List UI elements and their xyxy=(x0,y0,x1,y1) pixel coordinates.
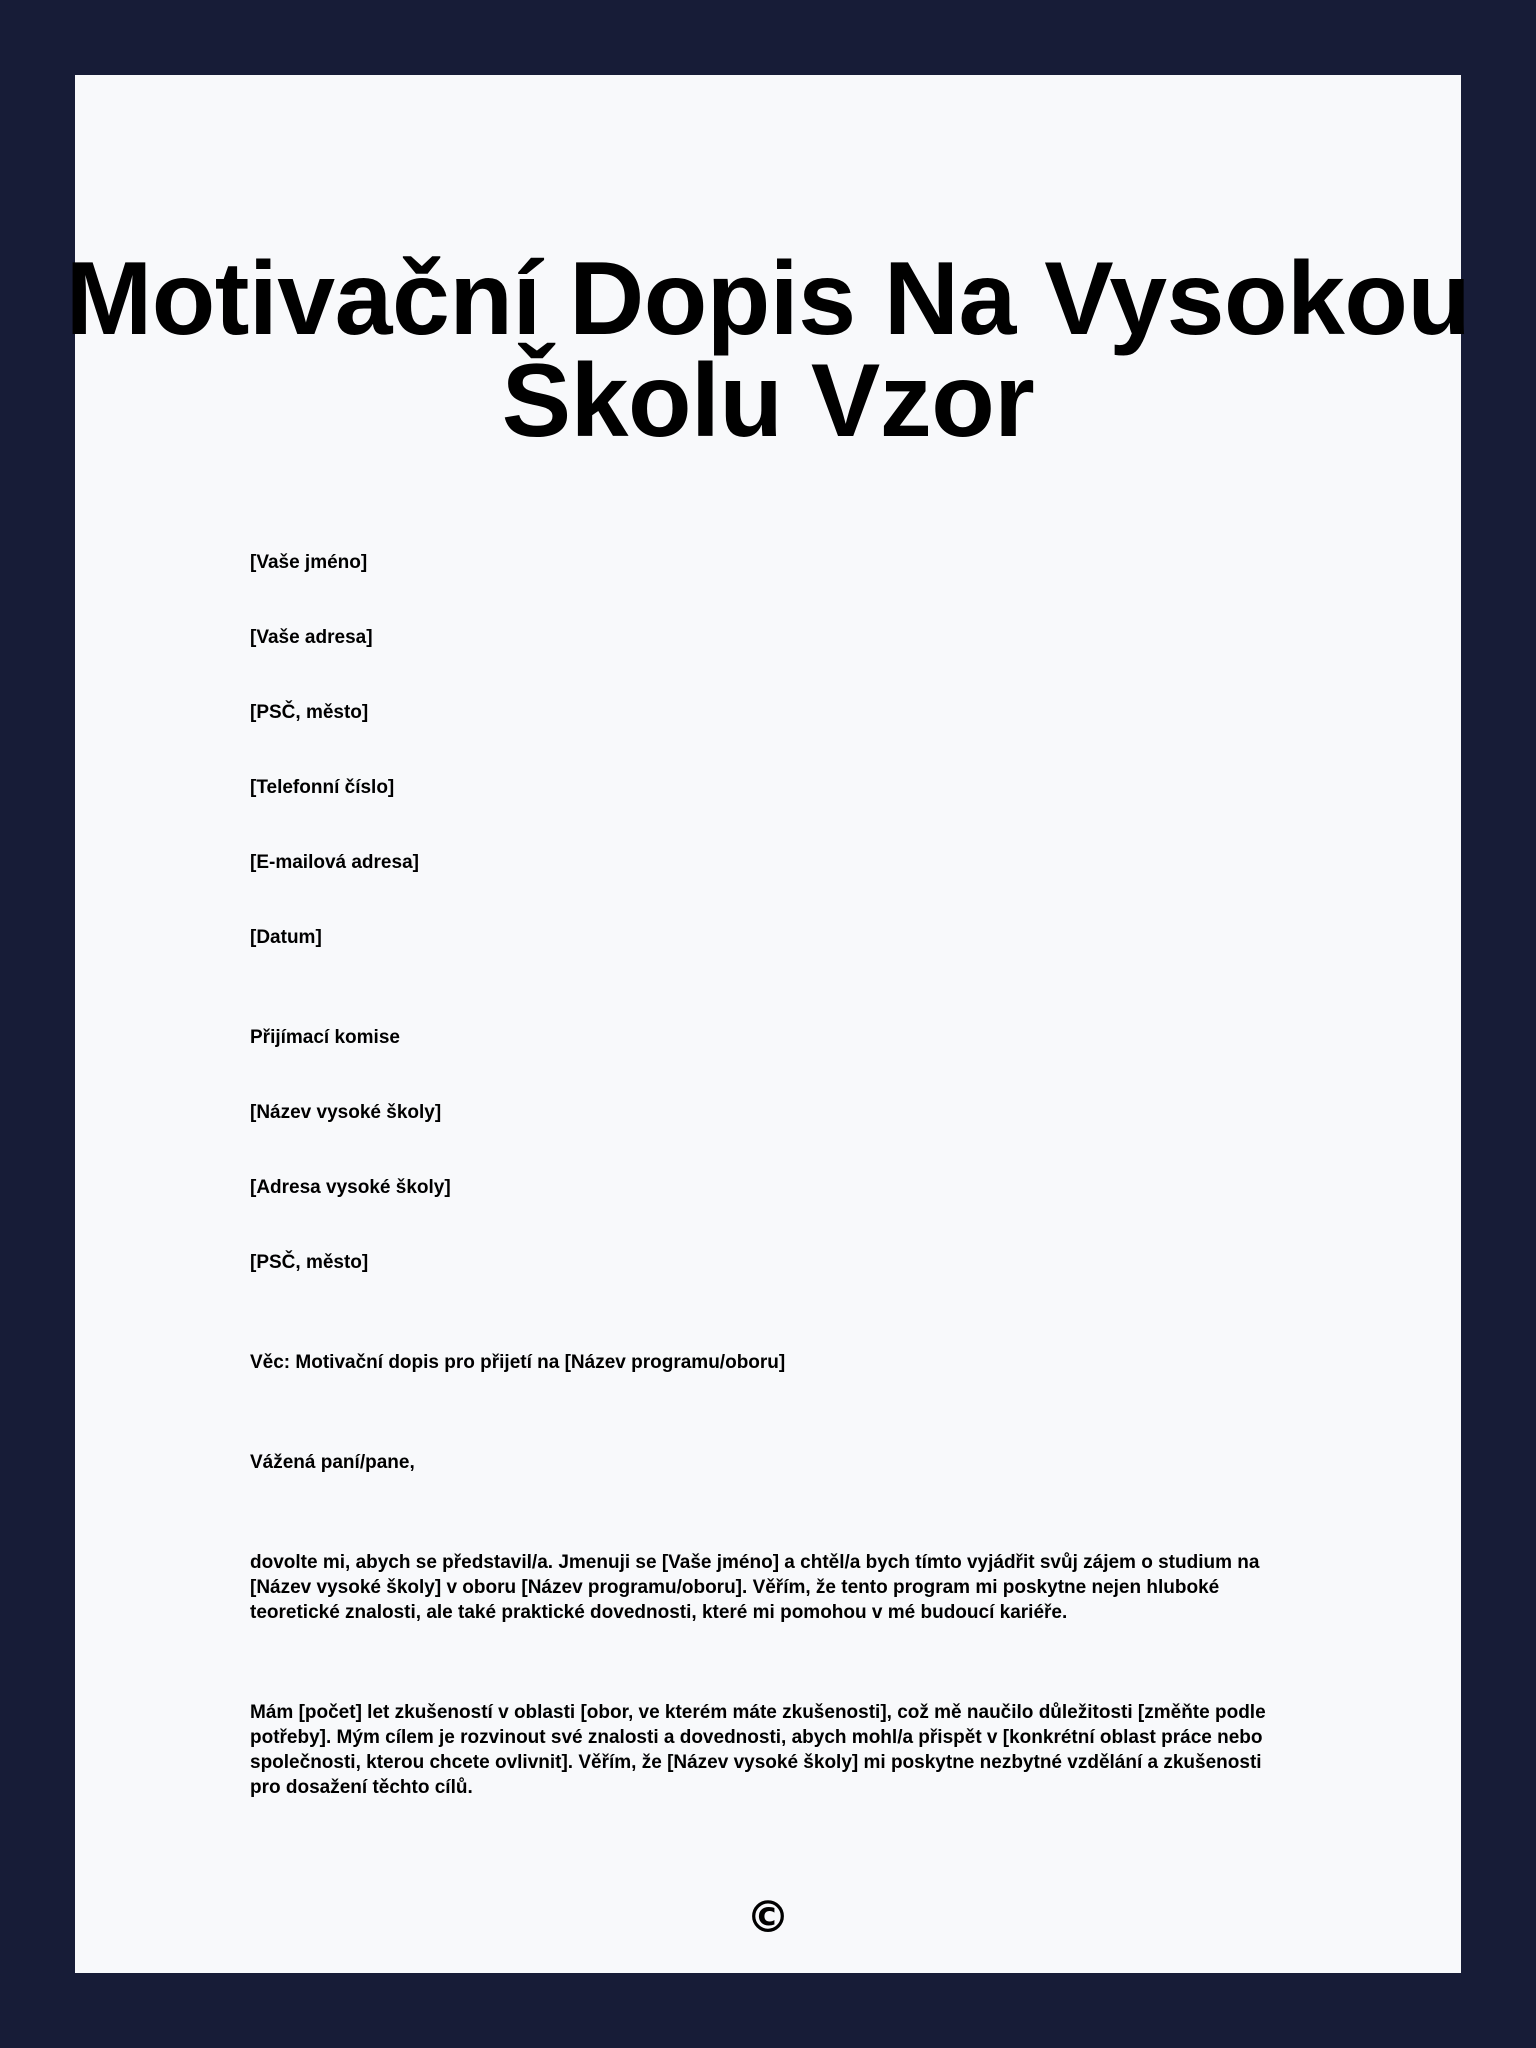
sender-email: [E-mailová adresa] xyxy=(250,852,419,873)
letter-salutation: Vážená paní/pane, xyxy=(250,1452,415,1473)
sender-name: [Vaše jméno] xyxy=(250,552,368,573)
copyright-icon: © xyxy=(746,1892,790,1943)
recipient-postcode-city: [PSČ, město] xyxy=(250,1252,369,1273)
sender-phone: [Telefonní číslo] xyxy=(250,777,395,798)
recipient-school-name: [Název vysoké školy] xyxy=(250,1102,442,1123)
sender-postcode-city: [PSČ, město] xyxy=(250,702,369,723)
letter-subject: Věc: Motivační dopis pro přijetí na [Název programu/oboru] xyxy=(250,1352,786,1373)
letter-paragraph: Mám [počet] let zkušeností v oblasti [obor, ve kterém máte zkušenosti], což mě naučilo důležitosti [změňte podle potřeby]. Mým cílem je rozvinout své znalosti a dovednosti, abych mohl/a přispět v [konkrétní oblast práce nebo společnosti, kterou chcete ovlivnit]. Věřím, že [Název vysoké školy] mi poskytne nezbytné vzdělání a zkušenosti pro dosažení těchto cílů. xyxy=(250,1702,1266,1798)
sender-address: [Vaše adresa] xyxy=(250,627,373,648)
recipient-committee: Přijímací komise xyxy=(250,1027,400,1048)
recipient-school-address: [Adresa vysoké školy] xyxy=(250,1177,451,1198)
document-title: Motivační Dopis Na Vysokou Školu Vzor xyxy=(65,241,1471,459)
document-page xyxy=(65,75,1471,1973)
letter-date: [Datum] xyxy=(250,927,322,948)
letter-paragraph: dovolte mi, abych se představil/a. Jmenuji se [Vaše jméno] a chtěl/a bych tímto vyjádřit svůj zájem o studium na [Název vysoké školy] v oboru [Název programu/oboru]. Věřím, že tento program mi poskytne nejen hluboké teoretické znalosti, ale také praktické dovednosti, které mi pomohou v mé budoucí kariéře. xyxy=(250,1552,1260,1623)
